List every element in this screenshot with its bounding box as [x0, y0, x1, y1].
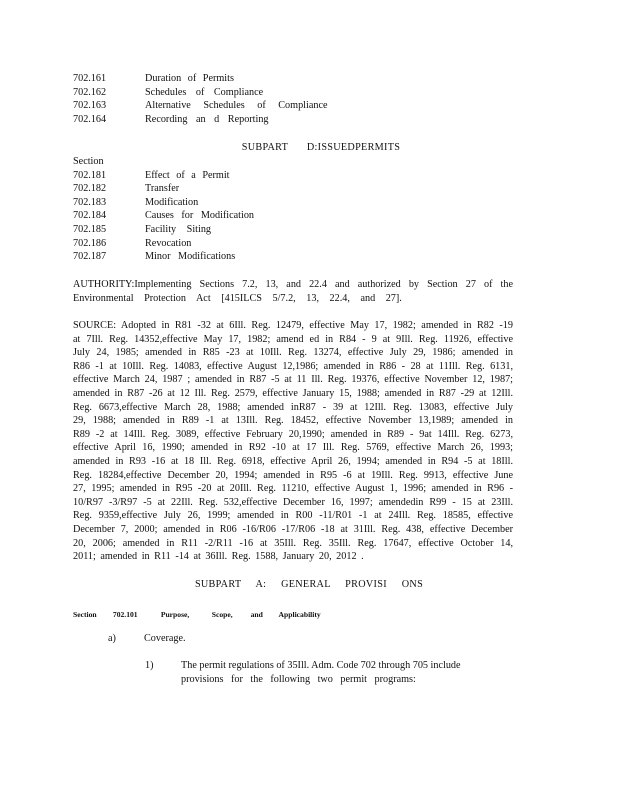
section-heading-word: Scope,	[211, 610, 233, 619]
toc-row	[73, 169, 553, 183]
source-line: December 7, 2000; amended in R06 -16/R06 -17/R06 -18 at 31Ill. Reg. 438, effective December	[73, 523, 513, 535]
source-line: 20, 2006; amended in R11 -2/R11 -16 at 35Ill. Reg. 35Ill. Reg. 17647, effective October 14,	[73, 537, 513, 549]
subpart-d-heading: SUBPART D:ISSUEDPERMITS	[241, 142, 401, 153]
toc-number: 702.161	[73, 73, 107, 84]
subsection-a	[108, 632, 186, 646]
toc-row	[73, 99, 553, 113]
section-heading	[73, 608, 533, 622]
section-label: Section	[73, 156, 104, 167]
toc-row	[73, 223, 553, 237]
toc-title: Transfer	[145, 183, 180, 195]
subsection-a-text: Coverage.	[144, 633, 186, 644]
toc-title: Recording an d Reporting	[145, 113, 269, 125]
toc-number: 702.187	[73, 251, 107, 263]
source-line: July 24, 1985; amended in R85 -23 at 10Ill. Reg. 13274, effective July 29, 1986; amended in	[73, 347, 513, 359]
section-heading-word: Purpose,	[160, 610, 190, 619]
toc-number: 702.163	[73, 100, 107, 112]
subpart-a-heading: SUBPART A: GENERAL PROVISI ONS	[194, 579, 424, 590]
section-heading-label: Section	[73, 610, 97, 619]
source-line: Reg. 18284,effective December 20, 1994; amended in R95 -6 at 19Ill. Reg. 9913, effective June	[73, 469, 513, 481]
toc-title: Minor Modifications	[145, 251, 236, 263]
subsection-1-label: 1)	[145, 660, 154, 671]
source-line: R86 -1 at 10Ill. Reg. 14083, effective August 12,1986; amended in R86 - 28 at 11Ill. Reg. 6131,	[73, 360, 513, 372]
toc-title: Revocation	[145, 237, 192, 249]
toc-row	[73, 182, 553, 196]
source-line: amended in R93 -16 at 18 Ill. Reg. 6918, effective April 26, 1994; amended in R94 -5 at 18Ill.	[73, 455, 513, 467]
toc-row	[73, 209, 553, 223]
toc-row	[73, 113, 553, 127]
toc-row	[73, 196, 553, 210]
toc-number: 702.183	[73, 196, 107, 208]
toc-row	[73, 72, 553, 86]
source-line: 27, 1995; amended in R95 -20 at 20Ill. Reg. 11210, effective August 1, 1996; amended in R96 -	[73, 483, 513, 495]
source-paragraph	[73, 319, 513, 564]
toc-number: 702.185	[73, 223, 107, 235]
toc-row	[73, 237, 553, 251]
source-line: 29, 1988; amended in R89 -1 at 13Ill. Reg. 18452, effective November 13,1989; amended in	[73, 415, 513, 427]
toc-top	[73, 72, 553, 126]
section-heading-word: and	[250, 610, 263, 619]
toc-row	[73, 250, 553, 264]
subsection-a-label: a)	[108, 633, 116, 644]
source-line: effective March 24, 1987 ; amended in R87 -5 at 11 Ill. Reg. 19376, effective November 12, 1987;	[73, 374, 513, 386]
section-heading-number: 702.101	[112, 610, 138, 619]
source-line: 2011; amended in R11 -14 at 36Ill. Reg. 1588, January 20, 2012 .	[73, 551, 364, 563]
authority-line: AUTHORITY:Implementing Sections 7.2, 13, and 22.4 and authorized by Section 27 of the	[73, 279, 513, 290]
toc-title: Duration of Permits	[145, 73, 234, 84]
toc-title: Effect of a Permit	[145, 169, 230, 181]
section-heading-word: Applicability	[278, 610, 321, 619]
toc-number: 702.186	[73, 237, 107, 249]
subsection-1-line: The permit regulations of 35Ill. Adm. Code 702 through 705 include	[181, 660, 461, 671]
subsection-1-line: provisions for the following two permit programs:	[181, 673, 416, 685]
toc-title: Facility Siting	[145, 223, 212, 235]
subsection-1-text	[181, 659, 461, 686]
toc-number: 702.184	[73, 210, 107, 222]
toc-number: 702.182	[73, 183, 107, 195]
source-line: Reg. 9359,effective July 26, 1999; amended in R00 -11/R01 -1 at 24Ill. Reg. 18585, effective	[73, 510, 513, 522]
toc-title: Modification	[145, 196, 199, 208]
source-line: SOURCE: Adopted in R81 -32 at 6Ill. Reg. 12479, effective May 17, 1982; amended in R82 -19	[73, 320, 513, 331]
source-line: 10/R97 -3/R97 -5 at 22Ill. Reg. 532,effective December 16, 1997; amendedin R99 - 15 at 23Ill.	[73, 496, 513, 508]
toc-number: 702.181	[73, 169, 107, 181]
source-line: effective April 16, 1990; amended in R92 -10 at 17 Ill. Reg. 5769, effective March 26, 1993;	[73, 442, 513, 454]
subsection-1	[145, 659, 461, 686]
source-line: amended in R87 -26 at 12 Ill. Reg. 2579, effective January 15, 1988; amended in R87 -29 at 12Ill.	[73, 387, 513, 399]
toc-subpart-d	[73, 155, 553, 264]
source-line: at 7Ill. Reg. 14352,effective May 17, 1982; amend ed in R84 - 9 at 9Ill. Reg. 11926, effective	[73, 333, 513, 345]
source-line: R89 -2 at 14Ill. Reg. 3089, effective February 20,1990; amended in R89 - 9at 14Ill. Reg. 6273,	[73, 428, 513, 440]
toc-number: 702.164	[73, 113, 107, 125]
toc-title: Schedules of Compliance	[145, 86, 264, 98]
source-line: Reg. 6673,effective March 28, 1988; amended inR87 - 39 at 12Ill. Reg. 13083, effective July	[73, 401, 513, 413]
toc-number: 702.162	[73, 86, 107, 98]
toc-title: Causes for Modification	[145, 210, 255, 222]
authority-paragraph	[73, 278, 513, 305]
toc-row	[73, 86, 553, 100]
toc-title: Alternative Schedules of Compliance	[145, 100, 328, 112]
authority-line: Environmental Protection Act [415ILCS 5/7.2, 13, 22.4, and 27].	[73, 292, 402, 304]
